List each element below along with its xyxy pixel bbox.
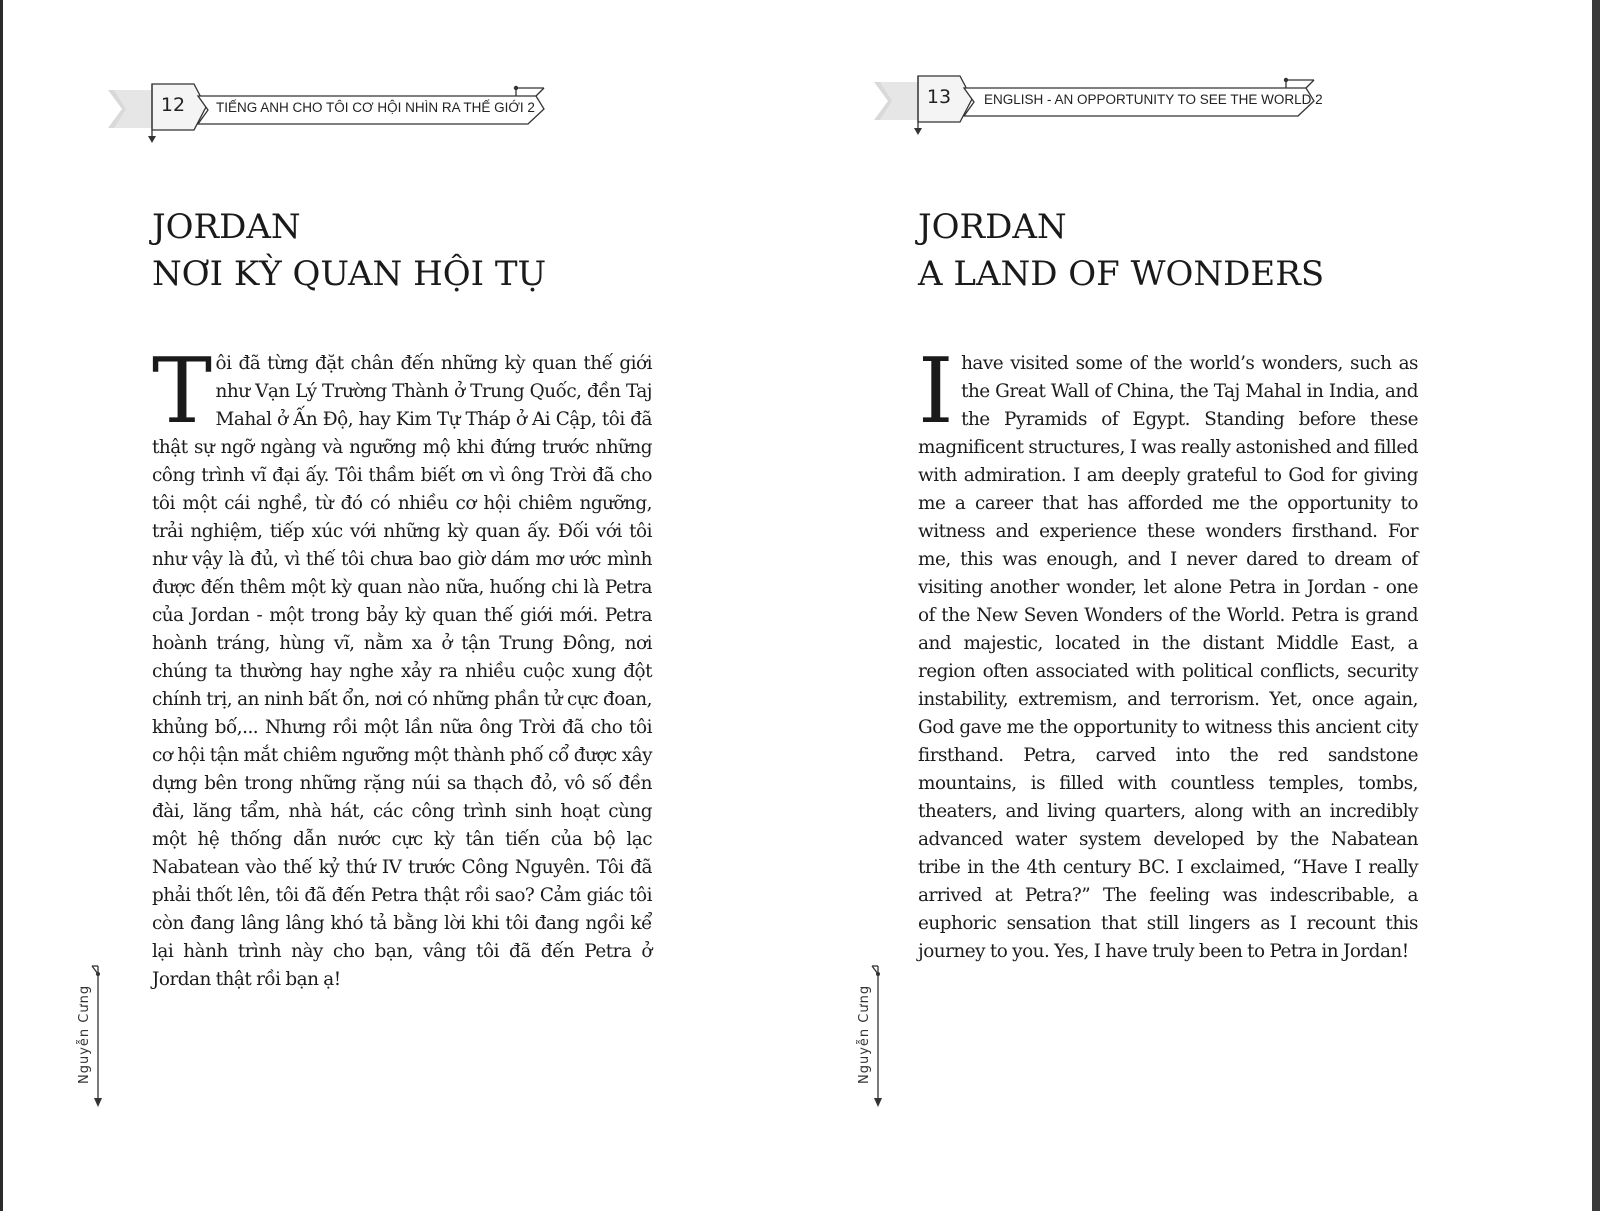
right-page — [782, 0, 1572, 1211]
right-running-header — [874, 74, 1324, 144]
author-side-tab — [858, 962, 888, 1112]
title-line-1: JORDAN — [152, 207, 301, 247]
left-running-header — [108, 82, 558, 152]
spread-right-edge — [1592, 0, 1600, 1211]
title-line-1: JORDAN — [918, 207, 1067, 247]
author-name: Nguyễn Cưng — [77, 984, 92, 1084]
page-number: 13 — [926, 86, 952, 108]
chapter-title — [918, 204, 1324, 298]
body-paragraph: have visited some of the world’s wonders, such as the Great Wall of China, the Taj Mahal in India, and the Pyramids of Egypt. Standing before these magnificent structures, I was really astonished and filled with admiration. I am deeply grateful to God for giving me a career that has afforded me the opportunity to witness and experience these wonders firsthand. For me, this was enough, and I never dared to dream of visiting another wonder, let alone Petra in Jordan - one of the New Seven Wonders of the World. Petra is grand and majestic, located in the distant Middle East, a region often associated with political conflicts, security instability, extremism, and terrorism. Yet, once again, God gave me the opportunity to witness this ancient city firsthand. Petra, carved into the red sandstone mountains, is filled with countless temples, tombs, theaters, and living quarters, along with an incredibly advanced water system developed by the Nabatean tribe in the 4th century BC. I exclaimed, “Have I really arrived at Petra?” The feeling was indescribable, a euphoric sensation that still lingers as I recount this journey to you. Yes, I have truly been to Petra in Jordan! — [918, 353, 1418, 962]
running-title: TIẾNG ANH CHO TÔI CƠ HỘI NHÌN RA THẾ GIỚI 2 — [216, 100, 535, 115]
body-paragraph: ôi đã từng đặt chân đến những kỳ quan thế giới như Vạn Lý Trường Thành ở Trung Quốc, đền Taj Mahal ở Ấn Độ, hay Kim Tự Tháp ở Ai Cập, tôi đã thật sự ngỡ ngàng và ngưỡng mộ khi đứng trước những công trình vĩ đại ấy. Tôi thầm biết ơn vì ông Trời đã cho tôi một cái nghề, từ đó có nhiều cơ hội chiêm ngưỡng, trải nghiệm, tiếp xúc với những kỳ quan ấy. Đối với tôi như vậy là đủ, vì thế tôi chưa bao giờ dám mơ ước mình được đến thêm một kỳ quan nào nữa, huống chi là Petra của Jordan - một trong bảy kỳ quan thế giới mới. Petra hoành tráng, hùng vĩ, nằm xa ở tận Trung Đông, nơi chúng ta thường hay nghe xảy ra nhiều cuộc xung đột chính trị, an ninh bất ổn, nơi có những phần tử cực đoan, khủng bố,... Nhưng rồi một lần nữa ông Trời đã cho tôi cơ hội tận mắt chiêm ngưỡng một thành phố cổ được xây dựng bên trong những rặng núi sa thạch đỏ, vô số đền đài, lăng tẩm, nhà hát, các công trình sinh hoạt cùng một hệ thống dẫn nước cực kỳ tân tiến của bộ lạc Nabatean vào thế kỷ thứ IV trước Công Nguyên. Tôi đã phải thốt lên, tôi đã đến Petra thật rồi sao? Cảm giác tôi còn đang lâng lâng khó tả bằng lời khi tôi đang ngồi kể lại hành trình này cho bạn, vâng tôi đã đến Petra ở Jordan thật rồi bạn ạ! — [152, 353, 652, 990]
running-title: ENGLISH - AN OPPORTUNITY TO SEE THE WORLD 2 — [984, 92, 1323, 107]
left-page — [0, 0, 790, 1211]
title-line-2: NƠI KỲ QUAN HỘI TỤ — [152, 254, 547, 294]
title-line-2: A LAND OF WONDERS — [918, 254, 1325, 294]
author-name: Nguyễn Cưng — [857, 984, 872, 1084]
body-text — [918, 339, 1418, 966]
page-number: 12 — [160, 94, 186, 116]
author-side-tab — [78, 962, 108, 1112]
chapter-title — [152, 204, 546, 298]
body-text — [152, 339, 652, 994]
drop-cap: I — [918, 339, 954, 444]
drop-cap: T — [152, 339, 212, 444]
